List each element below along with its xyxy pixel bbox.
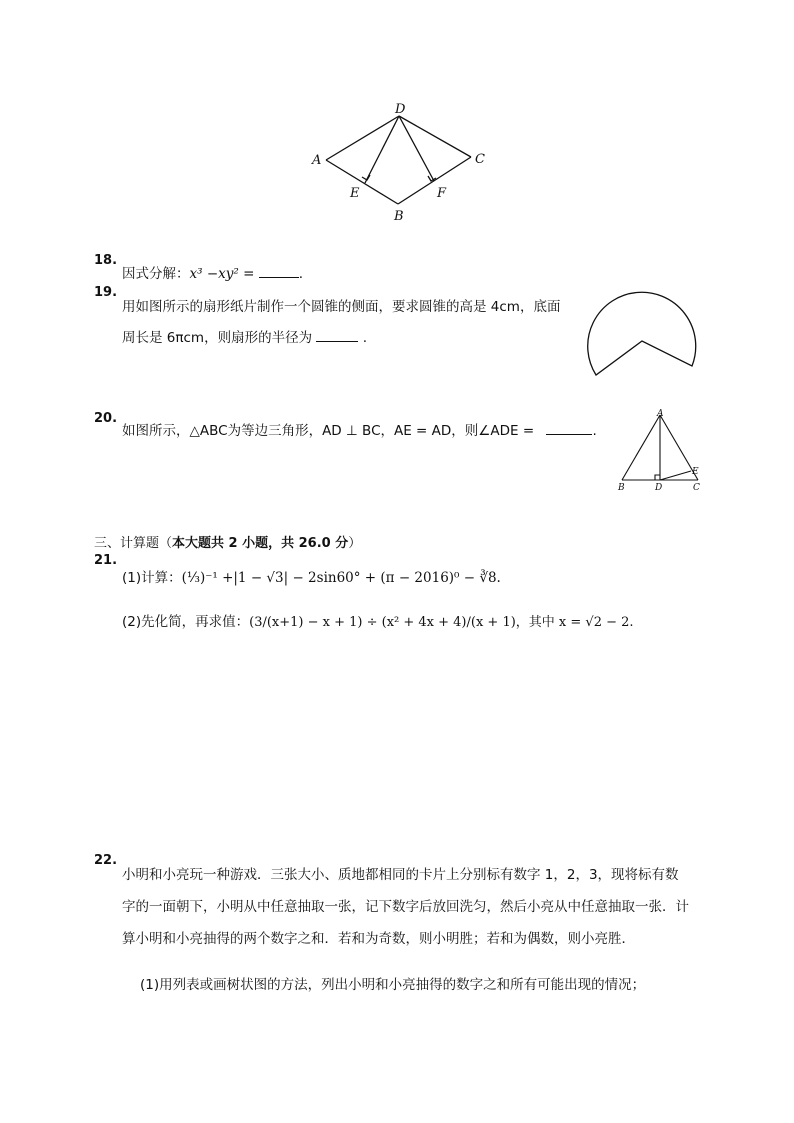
segment-BC [398,157,471,204]
label-E: E [692,467,699,477]
label-C: C [693,483,700,493]
q19-line2-pre: 周长是 6πcm，则扇形的半径为 [122,330,313,346]
q19-line2-post: . [362,330,367,346]
q19-line1: 用如图所示的扇形纸片制作一个圆锥的侧面，要求圆锥的高是 4cm，底面 [122,299,561,315]
q18-suffix: . [298,266,303,282]
q18-text [122,262,303,282]
label-E: E [350,186,360,201]
triangle-figure [614,407,710,493]
sector-shape [588,292,696,375]
q21-part2-expression: (3/(x+1) − x + 1) ÷ (x² + 4x + 4)/(x + 1)，其中 x = √2 − 2. [249,615,634,630]
q18-number: 18. [94,253,118,268]
q20-number: 20. [94,411,118,426]
q18-prefix: 因式分解： [122,266,190,282]
q20-answer-blank [546,422,592,435]
q19-line2 [122,326,367,346]
section3-heading [94,532,361,551]
label-A: A [657,409,664,419]
label-B: B [394,209,404,224]
label-A: A [312,153,322,168]
q22-number: 22. [94,853,118,868]
q21-part1 [122,566,501,586]
q19-answer-blank [316,329,358,342]
q22-part1: (1)用列表或画树状图的方法，列出小明和小亮抽得的数字之和所有可能出现的情况； [140,977,646,993]
section3-title-bold: 本大题共 2 小题，共 26.0 分 [172,536,349,551]
kite-figure [300,96,500,226]
q20-suffix: . [592,423,597,439]
section3-title-post: ） [348,536,362,551]
q21-part2-label: (2)先化简，再求值： [122,614,250,630]
q19-number: 19. [94,285,118,300]
segment-AB [622,415,660,480]
label-D: D [655,483,663,493]
section3-title-pre: 三、计算题（ [94,536,173,551]
q20-statement: 如图所示，△ABC为等边三角形，AD ⊥ BC，AE = AD，则∠ADE = [122,423,535,439]
q22-line1: 小明和小亮玩一种游戏．三张大小、质地都相同的卡片上分别标有数字 1，2，3，现将标有数 [122,867,679,883]
label-D: D [395,102,406,117]
segment-DE [660,471,691,480]
label-B: B [618,483,625,493]
q20-text [122,419,597,439]
label-C: C [475,152,485,167]
sector-figure [584,286,700,378]
segment-AB [326,160,398,204]
q18-expression: x³ −xy² = [189,266,255,282]
q21-part1-expression: (⅓)⁻¹ +|1 − √3| − 2sin60° + (π − 2016)⁰ − ∛8. [181,570,501,586]
q21-part1-label: (1)计算： [122,570,182,586]
right-angle-E [362,175,370,180]
q21-number: 21. [94,553,118,568]
right-angle-D [655,475,660,480]
label-F: F [437,186,447,201]
q22-line3: 算小明和小亮抽得的两个数字之和．若和为奇数，则小明胜；若和为偶数，则小亮胜． [122,931,635,947]
q21-part2 [122,610,634,630]
q22-line2: 字的一面朝下，小明从中任意抽取一张，记下数字后放回洗匀，然后小亮从中任意抽取一张．计 [122,899,689,915]
q18-answer-blank [259,265,299,278]
